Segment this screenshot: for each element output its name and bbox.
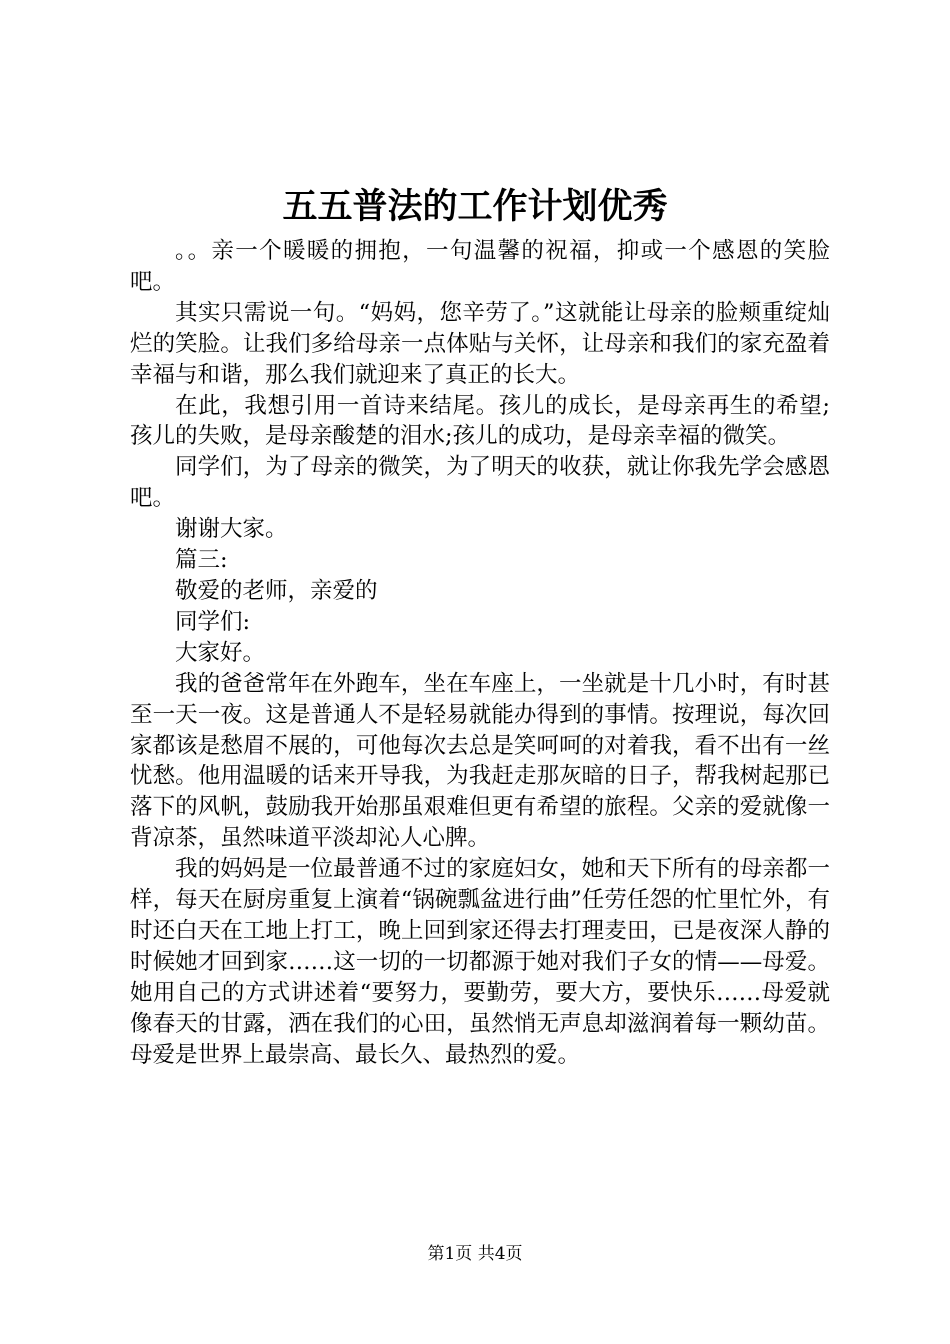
paragraph-11: 我的妈妈是一位最普通不过的家庭妇女，她和天下所有的母亲都一样，每天在厨房重复上演着“锅碗瓢盆进行曲”任劳任怨的忙里忙外，有时还白天在工地上打工，晚上回到家还得去打理麦田，已是夜深人静的时候她才回到家……这一切的一切都源于她对我们子女的情——母爱。她用自己的方式讲述着“要努力，要勤劳，要大方，要快乐……母爱就像春天的甘露，洒在我们的心田，虽然悄无声息却滋润着每一颗幼苗。母爱是世界上最崇高、最长久、最热烈的爱。 <box>130 856 830 1068</box>
paragraph-1: 。。亲一个暖暖的拥抱，一句温馨的祝福，抑或一个感恩的笑脸吧。 <box>130 238 830 295</box>
paragraph-4: 同学们，为了母亲的微笑，为了明天的收获，就让你我先学会感恩吧。 <box>130 454 830 512</box>
document-body <box>130 236 830 1070</box>
paragraph-10: 我的爸爸常年在外跑车，坐在车座上，一坐就是十几小时，有时甚至一天一夜。这是普通人不是轻易就能办得到的事情。按理说，每次回家都该是愁眉不展的，可他每次去总是笑呵呵的对着我，看不出有一丝忧愁。他用温暖的话来开导我，为我赶走那灰暗的日子，帮我树起那已落下的风帆，鼓励我开始那虽艰难但更有希望的旅程。父亲的爱就像一背凉茶，虽然味道平淡却沁人心脾。 <box>130 670 830 852</box>
paragraph-3: 在此，我想引用一首诗来结尾。孩儿的成长，是母亲再生的希望;孩儿的失败，是母亲酸楚的泪水;孩儿的成功，是母亲幸福的微笑。 <box>130 392 830 450</box>
paragraph-2: 其实只需说一句。“妈妈，您辛劳了。”这就能让母亲的脸颊重绽灿烂的笑脸。让我们多给母亲一点体贴与关怀，让母亲和我们的家充盈着幸福与和谐，那么我们就迎来了真正的长大。 <box>130 299 830 388</box>
paragraph-6: 篇三: <box>175 547 228 574</box>
document-title: 五五普法的工作计划优秀 <box>282 186 668 227</box>
paragraph-8: 同学们: <box>175 608 251 635</box>
paragraph-7: 敬爱的老师，亲爱的 <box>175 577 378 604</box>
page-footer: 第1页 共4页 <box>427 1244 523 1264</box>
paragraph-5: 谢谢大家。 <box>175 516 288 543</box>
paragraph-9: 大家好。 <box>175 639 266 666</box>
